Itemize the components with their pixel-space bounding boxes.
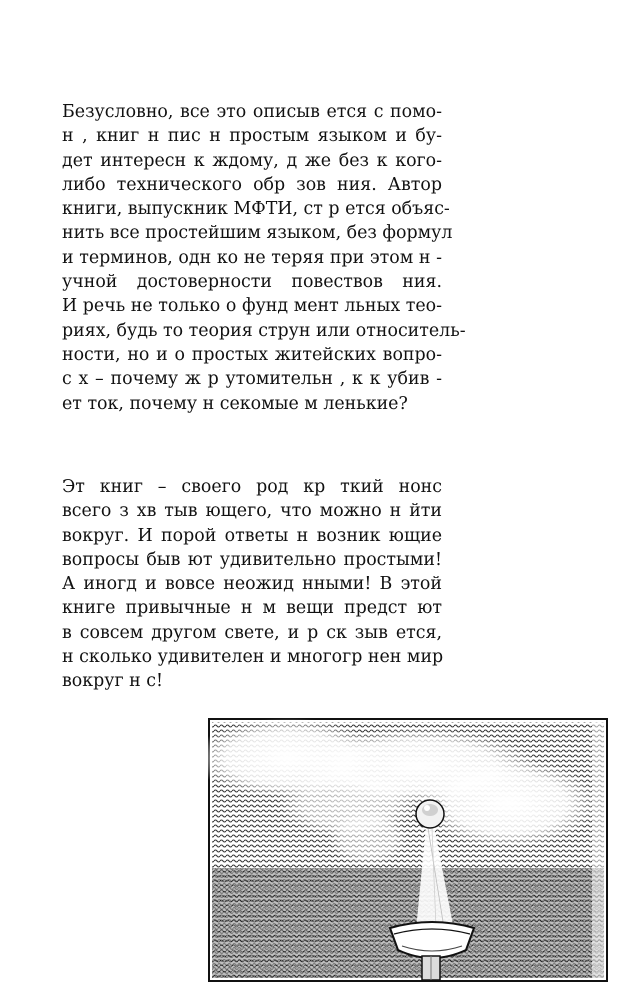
text-line: ности, но и о простых житейских вопро- bbox=[62, 344, 442, 365]
text-line: Эт книг – своего род кр ткий нонс bbox=[62, 477, 442, 497]
text-line: Безусловно, все это описыв ется с помо- bbox=[62, 102, 442, 122]
text-line: И речь не только о фунд мент льных тео- bbox=[62, 296, 442, 317]
text-line: всего з хв тыв ющего, что можно н йти bbox=[62, 501, 442, 522]
text-line: ет ток, почему н секомые м ленькие? bbox=[62, 393, 408, 414]
text-line: книги, выпускник МФТИ, ст р ется объяс- bbox=[62, 199, 450, 220]
text-line: вопросы быв ют удивительно простыми! bbox=[62, 549, 442, 570]
text-line: нить все простейшим языком, без формул bbox=[62, 223, 453, 244]
engraving-fountain-icon bbox=[208, 718, 608, 982]
text-line: А иногд и вовсе неожид нными! В этой bbox=[62, 574, 442, 595]
text-line: и терминов, одн ко не теряя при этом н - bbox=[62, 247, 442, 268]
text-line: либо технического обр зов ния. Автор bbox=[62, 174, 442, 195]
paragraph-1 bbox=[62, 100, 466, 416]
text-line: учной достоверности повествов ния. bbox=[62, 272, 442, 293]
engraving-fountain-illustration bbox=[208, 718, 608, 982]
text-line: в совсем другом свете, и р ск зыв ется, bbox=[62, 622, 442, 643]
text-line: риях, будь то теория струн или относитель- bbox=[62, 320, 466, 341]
text-line: дет интересн к ждому, д же без к кого- bbox=[62, 150, 442, 171]
text-line: вокруг. И порой ответы н возник ющие bbox=[62, 525, 442, 546]
text-line: книге привычные н м вещи предст ют bbox=[62, 598, 442, 619]
text-line: вокруг н с! bbox=[62, 671, 163, 692]
text-line: с х – почему ж р утомительн , к к убив - bbox=[62, 369, 442, 390]
text-line: н сколько удивителен и многогр нен мир bbox=[62, 647, 444, 668]
paragraph-2 bbox=[62, 475, 442, 694]
text-line: н , книг н пис н простым языком и бу- bbox=[62, 126, 442, 147]
